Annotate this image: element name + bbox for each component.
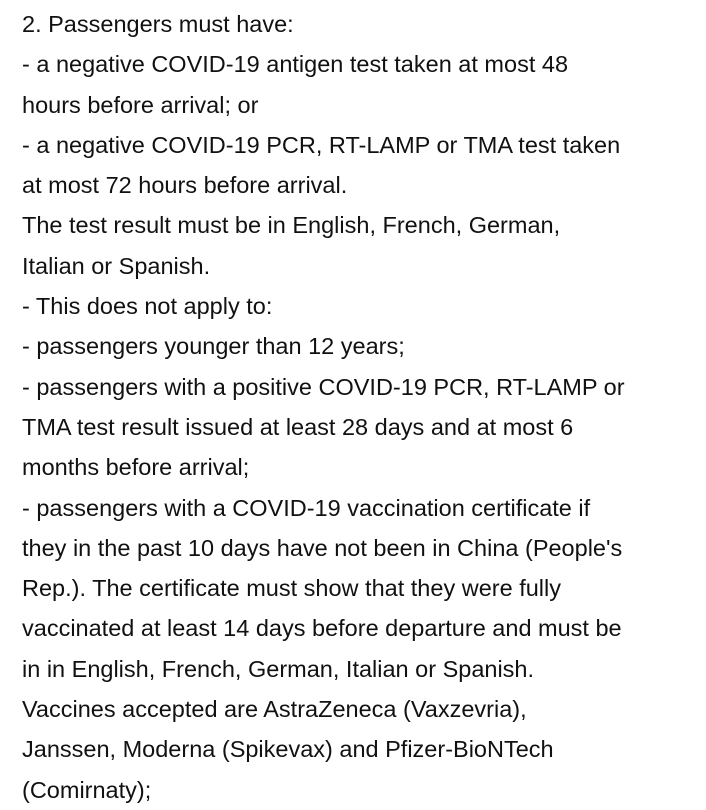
text-line: (Comirnaty);	[22, 776, 152, 803]
text-line: hours before arrival; or	[22, 91, 259, 118]
text-line: - passengers with a COVID-19 vaccination certificate if	[22, 494, 591, 521]
text-line: 2. Passengers must have:	[22, 11, 294, 37]
text-line: - a negative COVID-19 antigen test taken at most 48	[22, 51, 569, 78]
text-line: Italian or Spanish.	[22, 252, 211, 279]
text-line: - passengers with a positive COVID-19 PCR, RT-LAMP or	[22, 373, 625, 400]
text-line: vaccinated at least 14 days before departure and must be	[22, 615, 622, 642]
text-line: - This does not apply to:	[22, 293, 273, 320]
text-line: The test result must be in English, French, German,	[22, 212, 561, 239]
text-line: Janssen, Moderna (Spikevax) and Pfizer-BioNTech	[22, 736, 554, 763]
text-line: they in the past 10 days have not been in China (People's	[22, 534, 623, 561]
text-line: at most 72 hours before arrival.	[22, 172, 348, 199]
text-line: TMA test result issued at least 28 days and at most 6	[22, 413, 574, 440]
text-line: - passengers younger than 12 years;	[22, 333, 405, 360]
text-line: Vaccines accepted are AstraZeneca (Vaxzevria),	[22, 696, 527, 723]
text-line: Rep.). The certificate must show that they were fully	[22, 575, 561, 602]
text-line: months before arrival;	[22, 454, 250, 481]
text-line: in in English, French, German, Italian or Spanish.	[22, 655, 535, 682]
document-body	[22, 4, 706, 810]
text-line: - a negative COVID-19 PCR, RT-LAMP or TMA test taken	[22, 131, 621, 158]
